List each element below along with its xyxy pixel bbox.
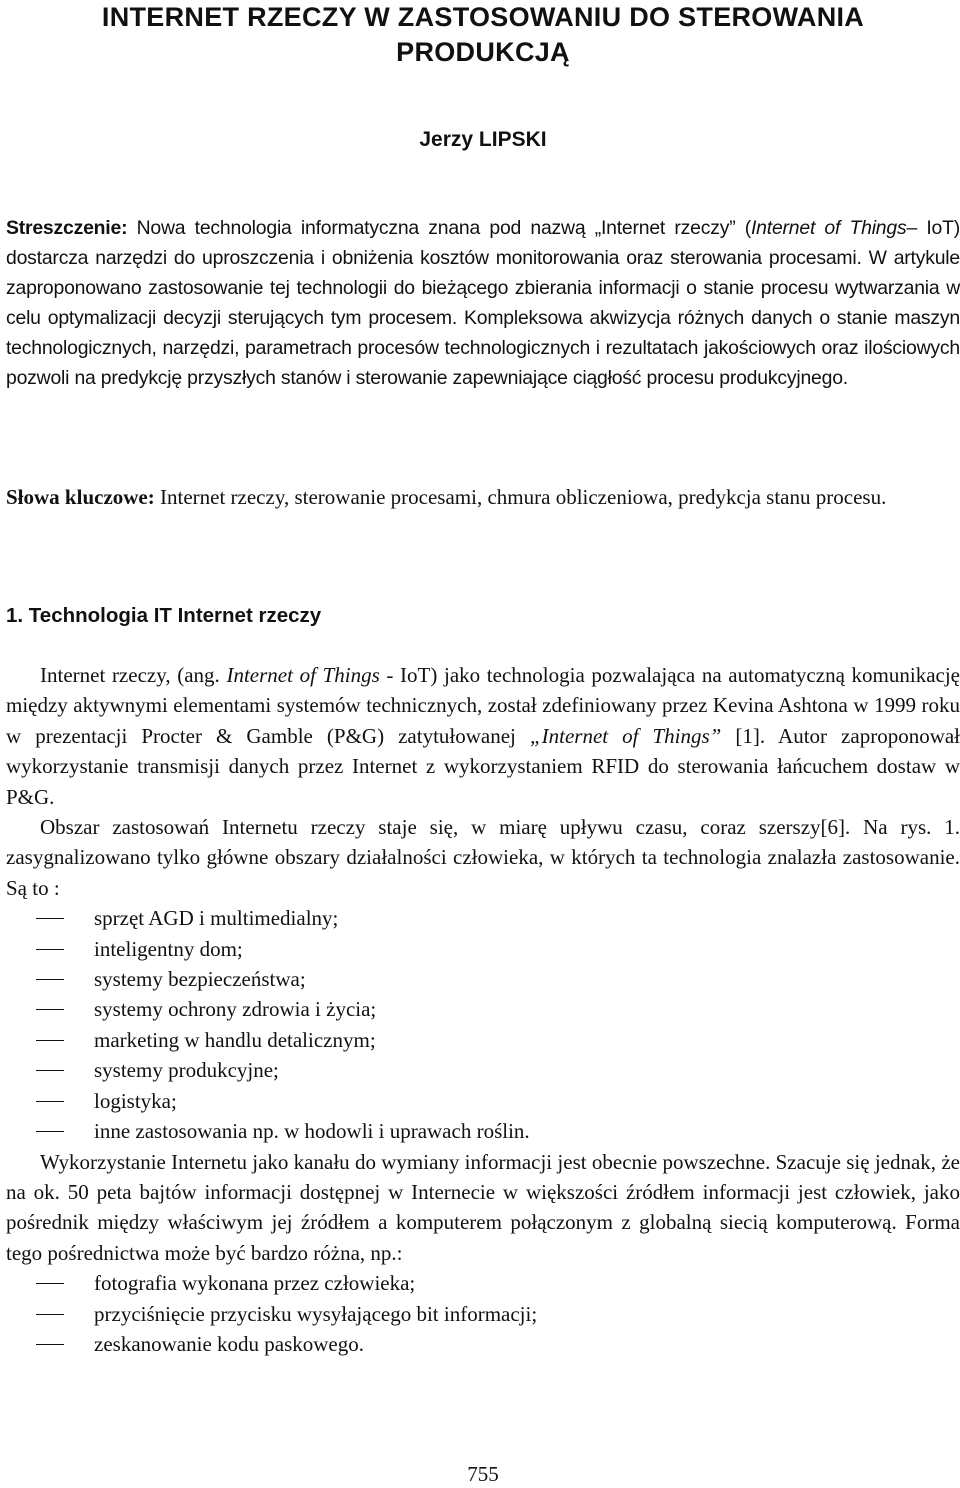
dash-bullet bbox=[36, 1101, 64, 1102]
abstract-text-italic: Internet of Things bbox=[751, 217, 907, 239]
mediation-forms-list bbox=[6, 1268, 960, 1359]
para1-text-2: - IoT) jako technologia pozwalająca na automatyczną komunikację między aktywnymi elementami systemów technicznych, został zdefiniowany przez Kevina Ashtona w 1999 roku w prezentacji Procter & Gamble (P&G) zatytułowanej bbox=[6, 663, 960, 748]
dash-bullet bbox=[36, 1344, 64, 1345]
para1-italic-1: Internet of Things bbox=[226, 663, 380, 687]
dash-bullet bbox=[36, 979, 64, 980]
list-item: fotografia wykonana przez człowieka; bbox=[6, 1268, 960, 1298]
list-item: systemy ochrony zdrowia i życia; bbox=[6, 994, 960, 1024]
keywords bbox=[6, 482, 960, 512]
paper-title bbox=[6, 0, 960, 70]
paper-title-line-2: PRODUKCJĄ bbox=[396, 37, 570, 67]
author-name: Jerzy LIPSKI bbox=[419, 128, 547, 151]
abstract-text-2: – IoT) dostarcza narzędzi do uproszczenia i obniżenia kosztów monitorowania oraz sterowania procesami. W artykule zaproponowano zastosowanie tej technologii do bieżącego zbierania informacji o stanie procesu wytwarzania w celu optymalizacji decyzji sterujących tym procesem. Kompleksowa akwizycja różnych danych o stanie maszyn technologicznych, narzędzi, parametrach procesów technologicznych i rezultatach jakościowych oraz ilościowych pozwoli na predykcję przyszłych stanów i sterowanie zapewniające ciągłość procesu produkcyjnego. bbox=[6, 217, 960, 389]
list-item: przyciśnięcie przycisku wysyłającego bit informacji; bbox=[6, 1299, 960, 1329]
list-item: systemy produkcyjne; bbox=[6, 1055, 960, 1085]
dash-bullet bbox=[36, 918, 64, 919]
dash-bullet bbox=[36, 949, 64, 950]
list-item: inne zastosowania np. w hodowli i uprawach roślin. bbox=[6, 1116, 960, 1146]
page-number: 755 bbox=[467, 1462, 499, 1486]
keywords-label: Słowa kluczowe: bbox=[6, 485, 155, 509]
dash-bullet bbox=[36, 1070, 64, 1071]
para1-text-1: Internet rzeczy, (ang. bbox=[40, 663, 227, 687]
abstract bbox=[6, 213, 960, 393]
list-item: logistyka; bbox=[6, 1086, 960, 1116]
paragraph-1 bbox=[6, 660, 960, 812]
list-item: sprzęt AGD i multimedialny; bbox=[6, 903, 960, 933]
document-page bbox=[6, 0, 960, 1487]
paragraph-3: Wykorzystanie Internetu jako kanału do wymiany informacji jest obecnie powszechne. Szacuje się jednak, że na ok. 50 peta bajtów informacji dostępnej w Internecie w większości źródłem informacji jest człowiek, jako pośrednik między właściwym jej źródłem a komputerem połączonym z globalną siecią komputerową. Forma tego pośrednictwa może być bardzo różna, np.: bbox=[6, 1149, 960, 1265]
keywords-text: Internet rzeczy, sterowanie procesami, chmura obliczeniowa, predykcja stanu procesu. bbox=[154, 485, 887, 509]
list-item: systemy bezpieczeństwa; bbox=[6, 964, 960, 994]
list-item: zeskanowanie kodu paskowego. bbox=[6, 1329, 960, 1359]
paper-title-line-1: INTERNET RZECZY W ZASTOSOWANIU DO STEROWANIA bbox=[101, 2, 865, 32]
abstract-label: Streszczenie: bbox=[6, 217, 128, 239]
list-item: marketing w handlu detalicznym; bbox=[6, 1025, 960, 1055]
section-heading: 1. Technologia IT Internet rzeczy bbox=[6, 604, 322, 627]
dash-bullet bbox=[36, 1009, 64, 1010]
dash-bullet bbox=[36, 1283, 64, 1284]
dash-bullet bbox=[36, 1040, 64, 1041]
para1-italic-2: „Internet of Things” bbox=[529, 723, 722, 748]
dash-bullet bbox=[36, 1314, 64, 1315]
application-areas-list bbox=[6, 903, 960, 1146]
list-item: inteligentny dom; bbox=[6, 934, 960, 964]
body-text bbox=[6, 660, 960, 1359]
para1-text-3: [1]. Autor zaproponował wykorzystanie transmisji danych przez Internet z wykorzystaniem RFID do sterowania łańcuchem dostaw w P&G. bbox=[6, 723, 960, 809]
dash-bullet bbox=[36, 1131, 64, 1132]
paragraph-2: Obszar zastosowań Internetu rzeczy staje się, w miarę upływu czasu, coraz szerszy[6]. Na rys. 1. zasygnalizowano tylko główne obszary działalności człowieka, w których ta technologia znalazła zastosowanie. Są to : bbox=[6, 815, 960, 900]
abstract-text-1: Nowa technologia informatyczna znana pod nazwą „Internet rzeczy” ( bbox=[127, 217, 751, 239]
